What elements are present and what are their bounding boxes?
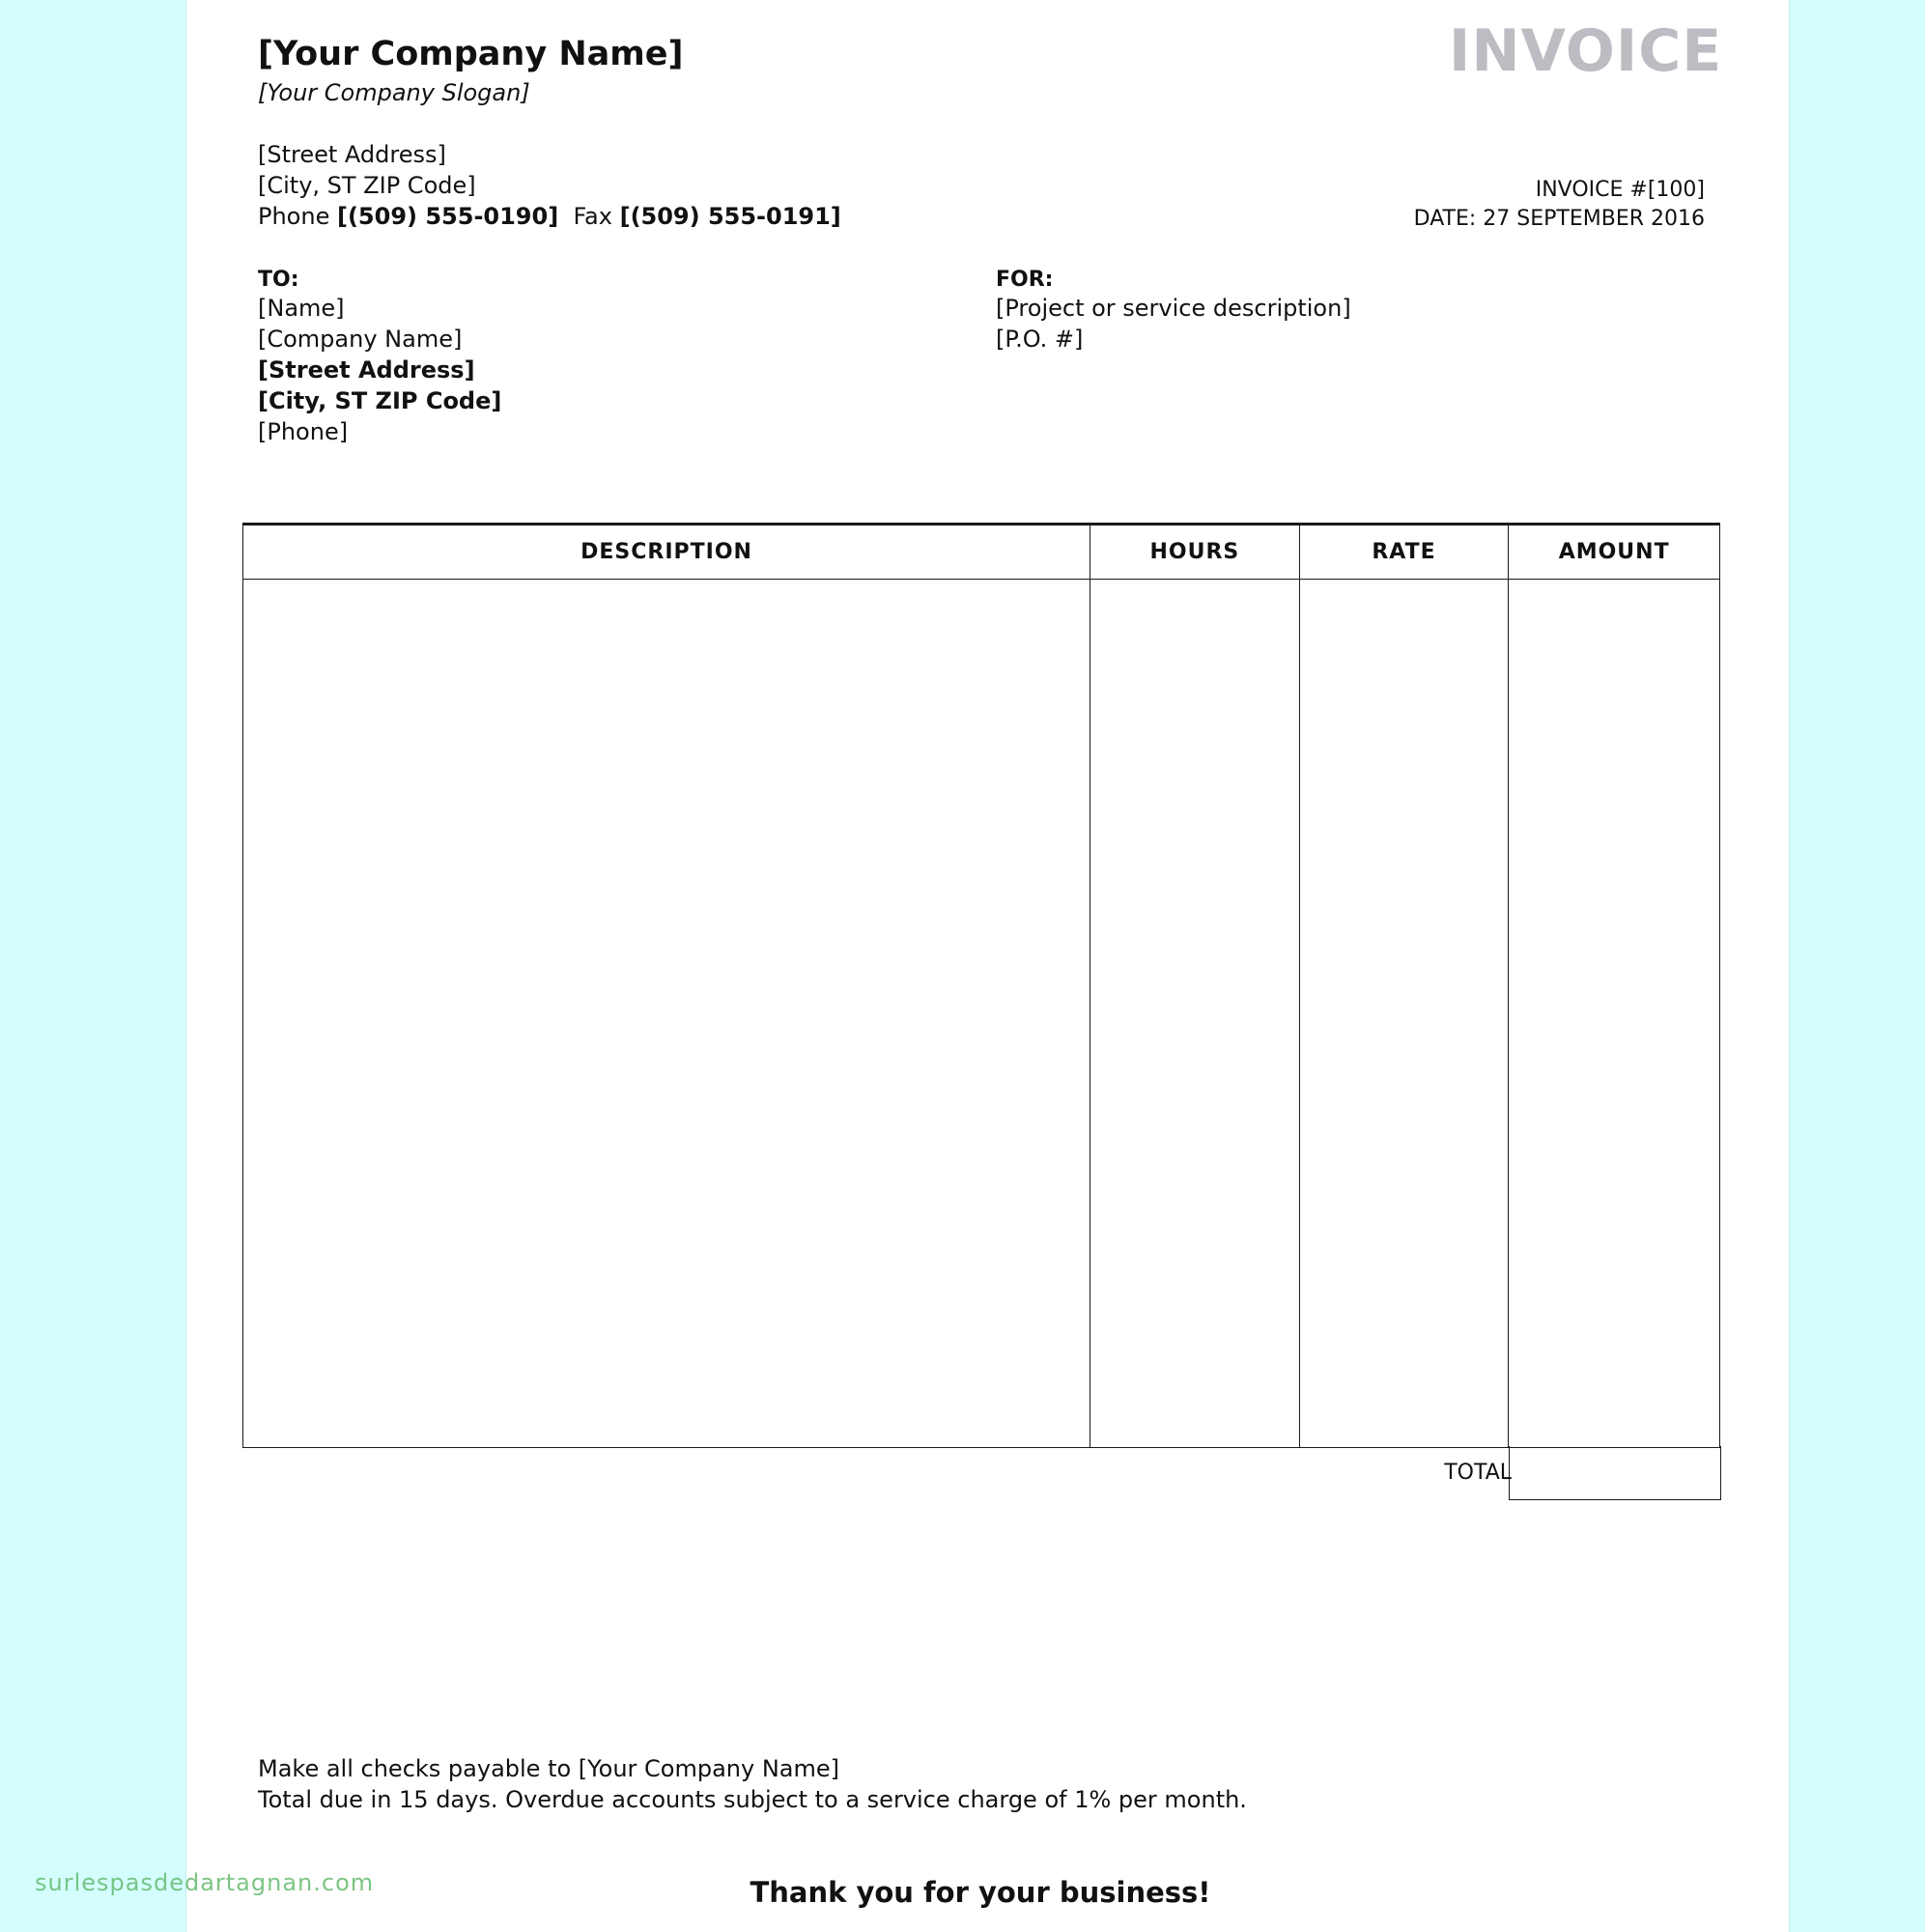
to-phone: [Phone] [258, 418, 349, 445]
company-city: [City, ST ZIP Code] [258, 172, 476, 199]
table-header-row [243, 525, 1720, 580]
thank-you-message: Thank you for your business! [750, 1876, 1211, 1909]
rate-cell[interactable] [1299, 580, 1509, 1448]
phone-label: Phone [258, 203, 330, 230]
right-margin-band [1789, 0, 1925, 1932]
fax-label: Fax [573, 203, 612, 230]
description-cell[interactable] [243, 580, 1090, 1448]
total-amount-box[interactable] [1509, 1446, 1721, 1500]
hours-cell[interactable] [1090, 580, 1300, 1448]
company-contact [258, 203, 841, 230]
company-name: [Your Company Name] [258, 35, 684, 73]
phone-number: [(509) 555-0190] [336, 203, 559, 230]
payment-terms: Total due in 15 days. Overdue accounts subject to a service charge of 1% per month. [258, 1786, 1247, 1813]
invoice-number: INVOICE #[100] [1535, 178, 1705, 202]
line-items-table [242, 523, 1720, 1448]
company-street: [Street Address] [258, 141, 446, 168]
to-city: [City, ST ZIP Code] [258, 387, 502, 414]
to-street: [Street Address] [258, 356, 475, 384]
amount-cell[interactable] [1509, 580, 1720, 1448]
rate-header: RATE [1299, 525, 1509, 580]
description-header: DESCRIPTION [243, 525, 1090, 580]
for-description: [Project or service description] [996, 295, 1351, 322]
fax-number: [(509) 555-0191] [619, 203, 841, 230]
invoice-title: INVOICE [1449, 17, 1723, 85]
hours-header: HOURS [1090, 525, 1300, 580]
table-row [243, 580, 1720, 1448]
left-margin-band [0, 0, 186, 1932]
payable-note: Make all checks payable to [Your Company Name] [258, 1755, 839, 1782]
to-label: TO: [258, 268, 299, 292]
invoice-date: DATE: 27 SEPTEMBER 2016 [1413, 207, 1705, 231]
to-name: [Name] [258, 295, 345, 322]
for-label: FOR: [996, 268, 1054, 292]
amount-header: AMOUNT [1509, 525, 1720, 580]
to-company: [Company Name] [258, 326, 463, 353]
for-po: [P.O. #] [996, 326, 1084, 353]
watermark: surlespasdedartagnan.com [35, 1869, 375, 1896]
company-slogan: [Your Company Slogan] [258, 79, 530, 106]
total-label: TOTAL [1444, 1461, 1512, 1485]
